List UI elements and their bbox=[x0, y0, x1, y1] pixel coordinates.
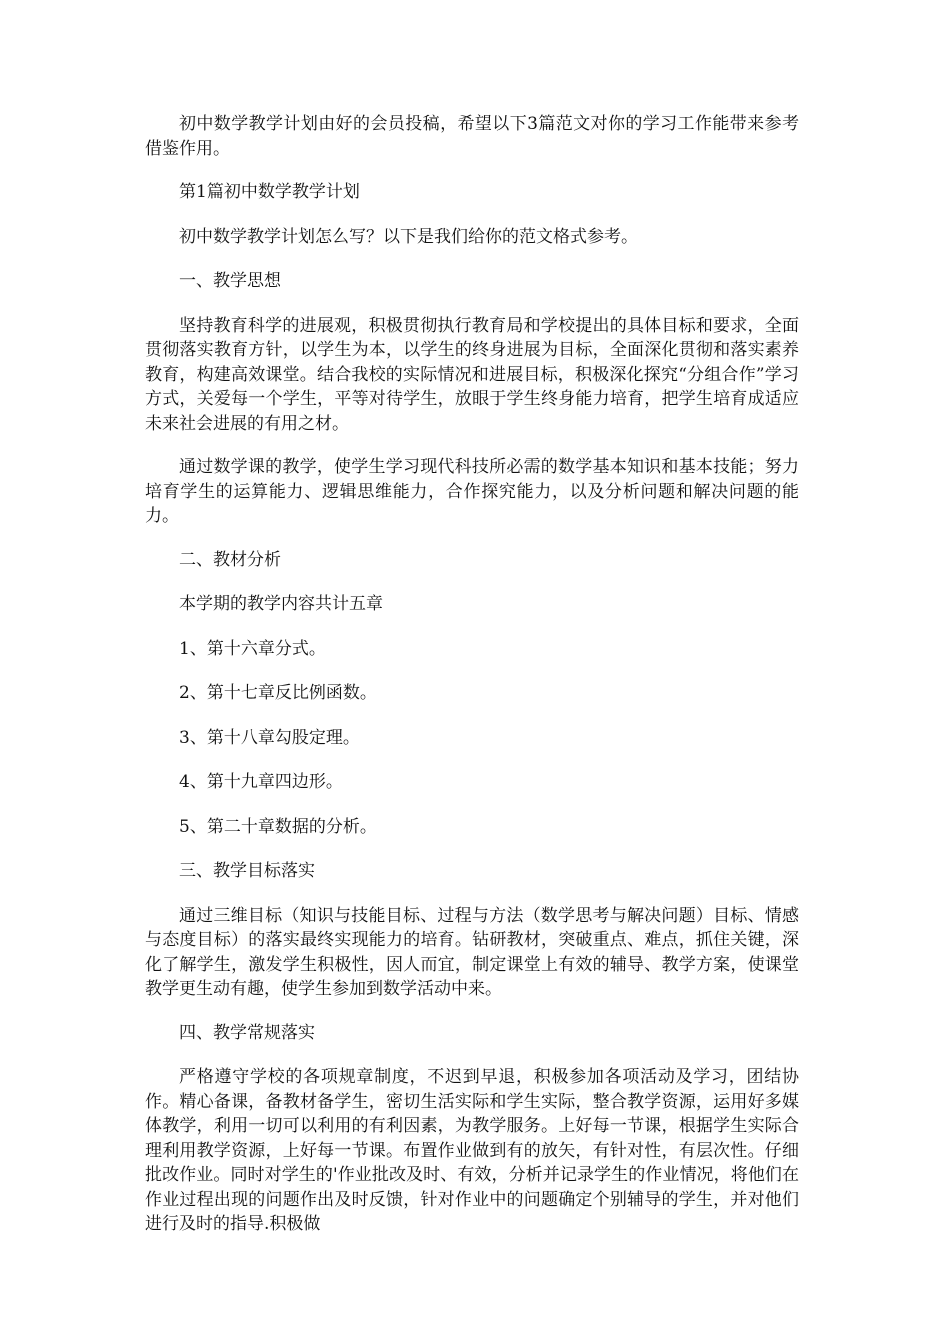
paragraph-teaching-thought: 坚持教育科学的进展观，积极贯彻执行教育局和学校提出的具体目标和要求，全面贯彻落实教育方针，以学生为本，以学生的终身进展为目标，全面深化贯彻和落实素养教育，构建高效课堂。结合我校的实际情况和进展目标，积极深化探究“分组合作”学习方式，关爱每一个学生，平等对待学生，放眼于学生终身能力培育，把学生培育成适应未来社会进展的有用之材。 bbox=[145, 315, 799, 434]
document-body bbox=[145, 112, 799, 1256]
list-item-chapter-20: 5、第二十章数据的分析。 bbox=[179, 816, 377, 837]
list-item-chapter-16: 1、第十六章分式。 bbox=[179, 638, 326, 659]
paragraph-teaching-goal: 通过数学课的教学，使学生学习现代科技所必需的数学基本知识和基本技能；努力培育学生的运算能力、逻辑思维能力，合作探究能力，以及分析问题和解决问题的能力。 bbox=[145, 457, 799, 526]
section-heading-goal-implementation: 三、教学目标落实 bbox=[179, 861, 315, 881]
intro-paragraph: 初中数学教学计划由好的会员投稿，希望以下3篇范文对你的学习工作能带来参考借鉴作用。 bbox=[145, 114, 799, 159]
section-heading-teaching-thought: 一、教学思想 bbox=[179, 271, 281, 291]
paragraph-content-summary: 本学期的教学内容共计五章 bbox=[179, 594, 383, 614]
paragraph-goal-implementation: 通过三维目标（知识与技能目标、过程与方法（数学思考与解决问题）目标、情感与态度目标）的落实最终实现能力的培育。钻研教材，突破重点、难点，抓住关键，深化了解学生，激发学生积极性，因人而宜，制定课堂上有效的辅导、教学方案，使课堂教学更生动有趣，使学生参加到数学活动中来。 bbox=[145, 905, 799, 999]
section-heading-textbook-analysis: 二、教材分析 bbox=[179, 549, 281, 570]
paragraph-routine-implementation: 严格遵守学校的各项规章制度，不迟到早退，积极参加各项活动及学习，团结协作。精心备课，备教材备学生，密切生活实际和学生实际，整合教学资源，运用好多媒体教学，利用一切可以利用的有利因素，为教学服务。上好每一节课，根据学生实际合理利用教学资源，上好每一节课。布置作业做到有的放矢，有针对性，有层次性。仔细批改作业。同时对学生的'作业批改及时、有效，分析并记录学生的作业情况，将他们在作业过程出现的问题作出及时反馈，针对作业中的问题确定个别辅导的学生，并对他们进行及时的指导.积极做 bbox=[145, 1067, 799, 1234]
list-item-chapter-17: 2、第十七章反比例函数。 bbox=[179, 683, 377, 703]
list-item-chapter-19: 4、第十九章四边形。 bbox=[179, 772, 343, 792]
section-heading-routine-implementation: 四、教学常规落实 bbox=[179, 1022, 315, 1043]
list-item-chapter-18: 3、第十八章勾股定理。 bbox=[179, 727, 360, 748]
article-lead: 初中数学教学计划怎么写？以下是我们给你的范文格式参考。 bbox=[179, 226, 638, 247]
article-title: 第1篇初中数学教学计划 bbox=[179, 182, 360, 202]
